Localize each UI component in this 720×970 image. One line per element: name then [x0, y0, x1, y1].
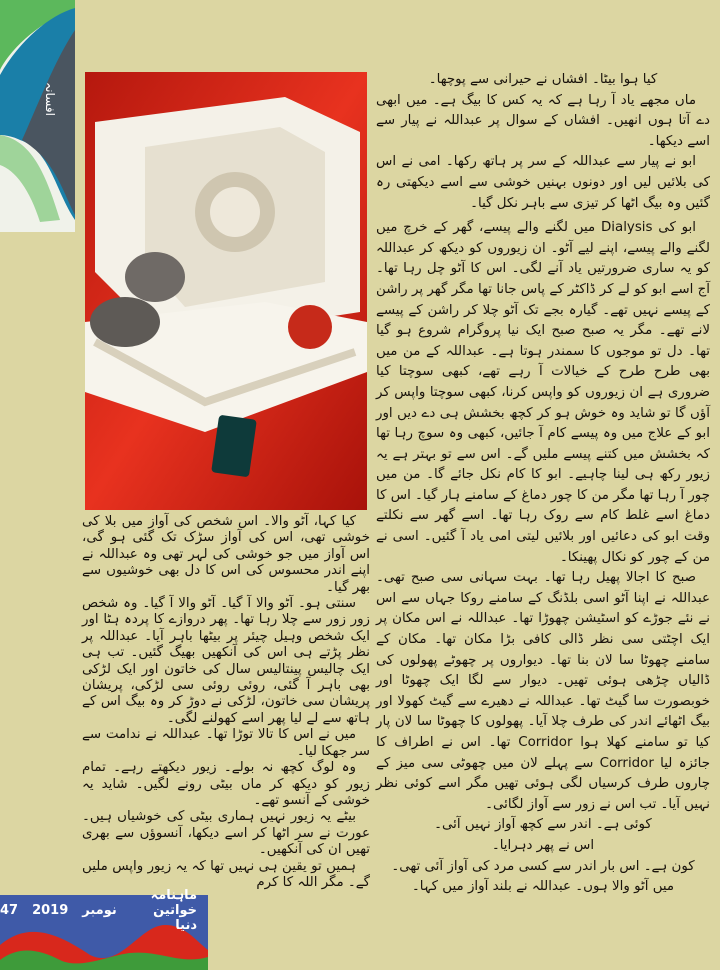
paragraph: صبح کا اجالا پھیل رہا تھا۔ بہت سہانی سی صبح تھی۔ عبداللہ نے اپنا آٹو اسی بلڈنگ کے سامنے روکا جہاں سے اس نے نئے جوڑے کو اسٹیشن چھوڑا تھا۔ عبداللہ نے اس مکان پر ایک اچٹتی سی نظر ڈالی کافی بڑا مکان تھا۔ مکان کے سامنے چھوٹا سا لان بنا تھا۔ دیواروں پر چھوٹے پھولوں کی ڈالیاں چڑھی ہوئی تھیں۔ دیوار سے لگا ایک چھوٹا اور خوبصورت سا گیٹ تھا۔ عبداللہ نے دھیرے سے گیٹ کھولا اور بیگ اٹھائے اندر کی طرف چلا آیا۔ پھولوں کا چھوٹا سا لان پار کیا تو سامنے کھلا ہوا Corridor تھا۔ اس نے اطراف کا جائزہ لیا Corridor سے پہلے لان میں چھوٹی سی میز کے چاروں طرف کرسیاں لگی ہوئی تھیں مگر اسے کوئی نظر نہیں آیا۔ تب اس نے زور سے آواز لگائی۔: [376, 570, 710, 812]
paragraph: اس نے پھر دہرایا۔: [491, 837, 595, 853]
issue-year: 2019: [32, 902, 69, 918]
paragraph: کوئی ہے۔ اندر سے کچھ آواز نہیں آئی۔: [434, 817, 652, 833]
paragraph: میں نے اس کا تالا توڑا تھا۔ عبداللہ نے ندامت سے سر جھکا لیا۔: [82, 727, 370, 759]
section-tab-decoration: [0, 0, 75, 232]
paragraph: ابو نے پیار سے عبداللہ کے سر پر ہاتھ رکھا۔ امی نے اس کی بلائیں لیں اور دونوں بہنیں خوشی سے اسے دیکھتی رہ گئیں وہ بیگ اٹھا کر تیزی سے باہر نکل گیا۔: [376, 154, 710, 211]
page-number: 47: [0, 902, 19, 918]
paragraph: کیا ہوا بیٹا۔ افشاں نے حیرانی سے پوچھا۔: [428, 72, 658, 87]
right-column-text: [376, 70, 710, 898]
paragraph: سنتی ہو۔ آٹو والا آ گیا۔ آٹو والا آ گیا۔ وہ شخص زور زور سے چلا رہا تھا۔ پھر دروازے کا پردہ ہٹا اور ایک شخص وہیل چیئر پر بیٹھا باہر آیا۔ عبداللہ پر نظر پڑتے ہی اس کی آنکھیں بھیگ گئیں۔ تب ہی ایک چالیس پینتالیس سال کی خاتون اور ایک لڑکی بھی باہر آ گئی، روئی روئی سی لڑکی، پریشان پریشان سی خاتون، لڑکی نے دوڑ کر وہ بیگ اس کے ہاتھ سے لے لیا پھر اسے کھولنے لگی۔: [82, 596, 370, 726]
section-label: افسانہ: [43, 82, 57, 116]
issue-month: نومبر: [82, 902, 117, 918]
paragraph: کیا کہا، آٹو والا۔ اس شخص کی آواز میں بلا کی خوشی تھی، اس کی آواز سڑک تک گئی ہو گی، اس آواز میں جو خوشی کی لہر تھی وہ عبداللہ نے اپنے اندر محسوس کی اس کا دل بھی خوشیوں سے بھر گیا۔: [82, 514, 370, 595]
magazine-name: ماہنامہ خواتین دنیا: [150, 887, 197, 933]
paragraph: ابو کی Dialysis میں لگنے والے پیسے، گھر کے خرچ میں لگنے والے پیسے، اپنے لیے آٹو۔ ان زیوروں کو دیکھ کر عبداللہ کو یہ ساری ضرورتیں یاد آنے لگی۔ اس کا آٹو چل رہا تھا۔ آج اسے ابو کو لے کر ڈاکٹر کے پاس جانا تھا مگر گھر پر راشن کے پیسے نہیں تھے۔ گیارہ بجے تک آٹو چلا کر راشن کے پیسے لانے تھے۔ مگر یہ صبح صبح ایک نیا پروگرام شروع ہو گیا تھا۔ دل تو موجوں کا سمندر ہوتا ہے۔ عبداللہ کے من میں بھی طرح طرح کے خیالات آ رہے تھے، کبھی سوچتا کیا ضروری ہے ان زیوروں کو واپس کرنا، کبھی سوچتا واپس کر آؤں گا تو شاید وہ خوش ہو کر کچھ بخشش ہی دے دیں اور ابو کے علاج میں وہ پیسے کام آ جائیں، کبھی وہ سوچ رہا تھا کہ بخشش میں کتنے پیسے ملیں گے۔ اس سے تو بہتر ہے یہ زیور رکھ ہی لینا چاہیے۔ ابو کا کام نکل جائے گا۔ من میں چور آ رہا تھا مگر من کا چور دماغ کے سامنے ہار گیا۔ اس کا دماغ اسے غلط کام سے روک رہا تھا۔ اسے گھر سے نکلتے وقت ابو کی دعائیں اور بلائیں لیتی امی یاد آ گئیں۔ اسی نے من کے چور کو نکال پھینکا۔: [376, 220, 710, 565]
left-column-text: [82, 514, 370, 891]
paragraph: بیٹے یہ زیور نہیں ہماری بیٹی کی خوشیاں ہیں۔ عورت نے سر اٹھا کر اسے دیکھا، آنسوؤں سے بھری تھیں ان کی آنکھیں۔: [82, 809, 370, 858]
paragraph: ماں مجھے یاد آ رہا ہے کہ یہ کس کا بیگ ہے۔ میں ابھی دے آتا ہوں انھیں۔ افشاں کے سوال پر عبداللہ نے پیار سے اسے دیکھا۔: [376, 92, 710, 149]
paragraph: میں آٹو والا ہوں۔ عبداللہ نے بلند آواز میں کہا۔: [411, 879, 675, 895]
jewelry-box-photo: [85, 72, 367, 510]
paragraph: کون ہے۔ اس بار اندر سے کسی مرد کی آواز آئی تھی۔: [391, 858, 695, 874]
paragraph: ہمیں تو یقین ہی نہیں تھا کہ یہ زیور واپس ملیں گے۔ مگر اللہ کا کرم: [82, 858, 370, 890]
paragraph: وہ لوگ کچھ نہ بولے۔ زیور دیکھتے رہے۔ تمام زیور کو دیکھ کر ماں بیٹی رونے لگیں۔ شاید یہ خوشی کے آنسو تھے۔: [82, 760, 370, 808]
footer-info: [0, 887, 205, 933]
